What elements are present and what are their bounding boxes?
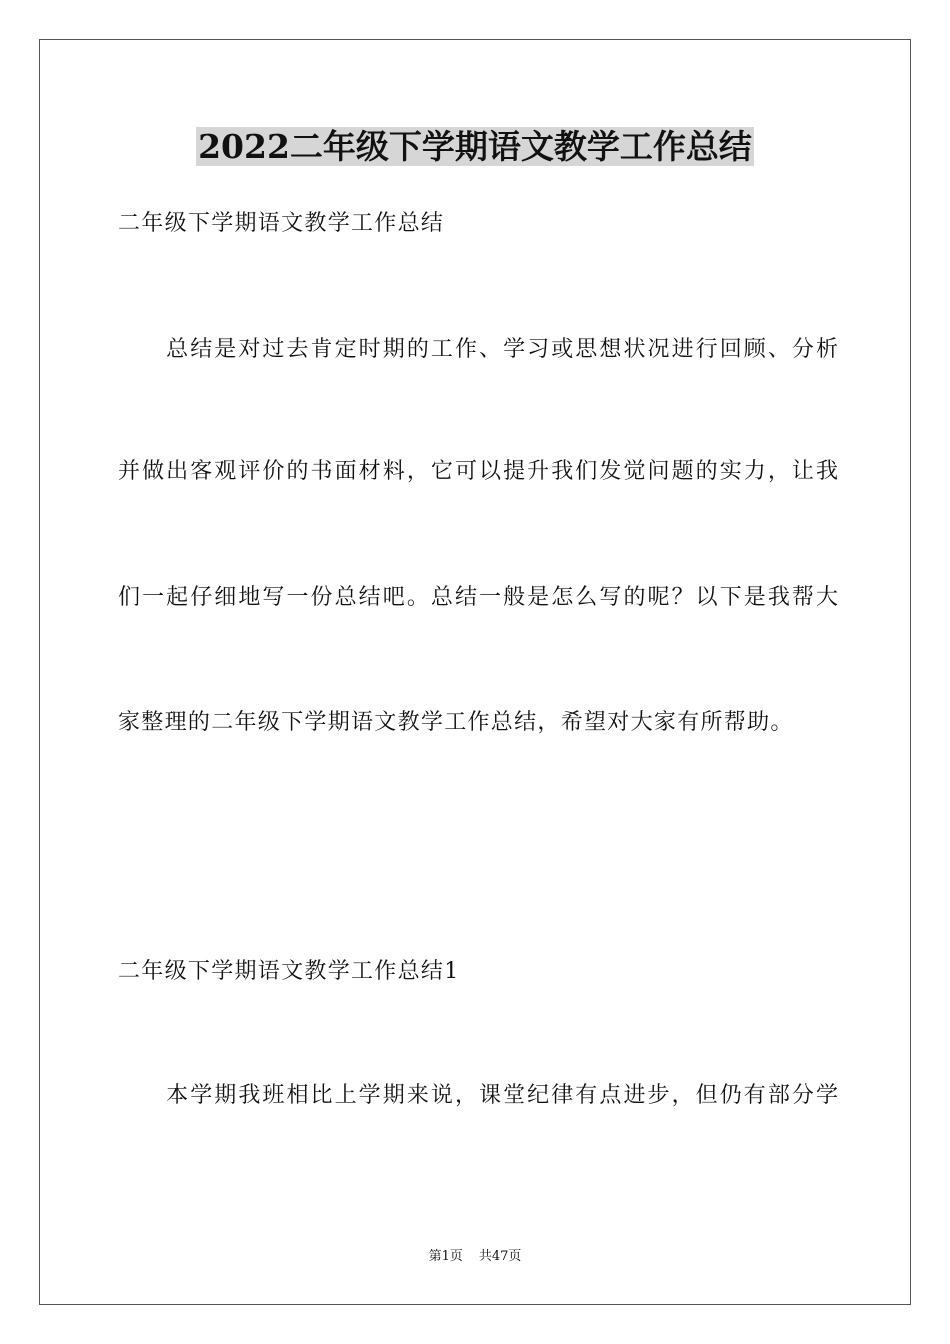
body-line: 家整理的二年级下学期语文教学工作总结，希望对大家有所帮助。 xyxy=(118,710,794,735)
body-line-subtitle: 二年级下学期语文教学工作总结 xyxy=(118,211,445,236)
page-number: 第1页 xyxy=(428,1249,463,1264)
page-footer xyxy=(0,1248,950,1266)
body-line: 们一起仔细地写一份总结吧。总结一般是怎么写的呢？以下是我帮大 xyxy=(118,585,838,610)
section-heading: 二年级下学期语文教学工作总结1 xyxy=(118,959,460,984)
body-line: 本学期我班相比上学期来说，课堂纪律有点进步，但仍有部分学 xyxy=(118,1083,838,1108)
document-title-text: 2022二年级下学期语文教学工作总结 xyxy=(198,127,752,166)
body-line: 并做出客观评价的书面材料，它可以提升我们发觉问题的实力，让我 xyxy=(118,459,838,484)
document-title xyxy=(0,124,950,170)
body-line: 总结是对过去肯定时期的工作、学习或思想状况进行回顾、分析 xyxy=(118,337,838,362)
page-total: 共47页 xyxy=(478,1249,522,1264)
